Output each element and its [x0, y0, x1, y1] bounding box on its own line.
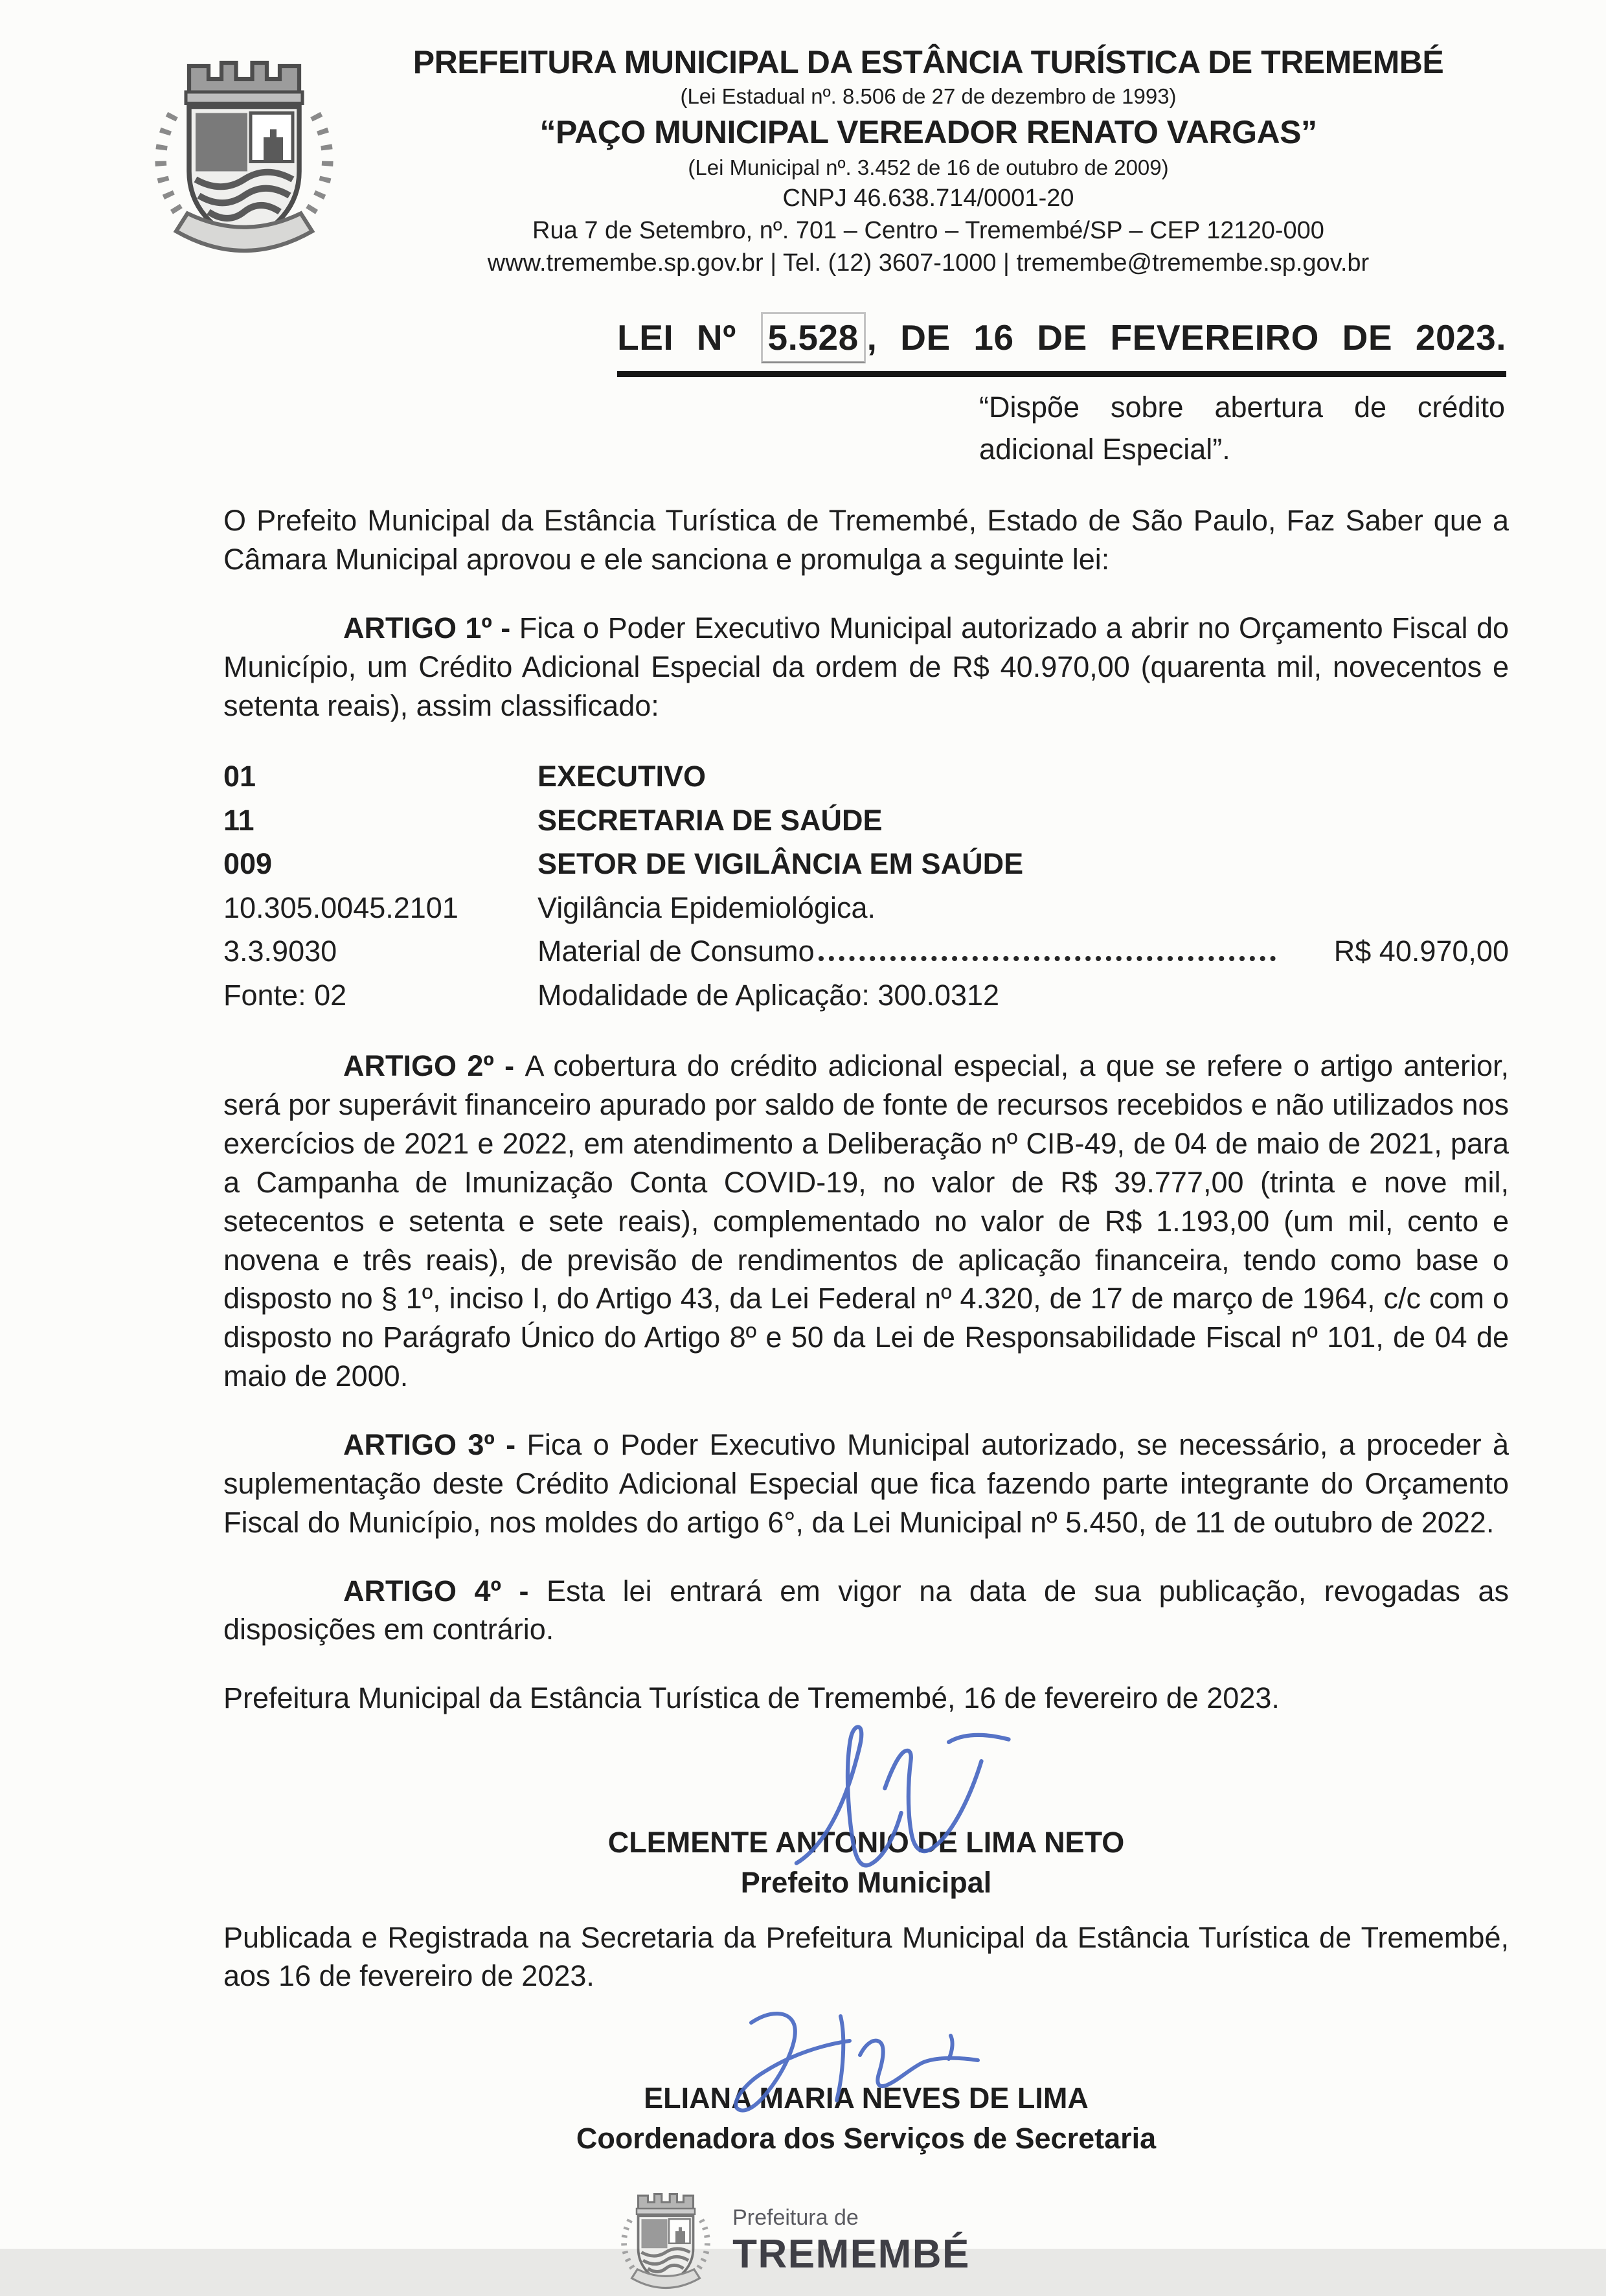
footer-brand-top: Prefeitura de: [732, 2205, 859, 2230]
article-3: [223, 1426, 1509, 1542]
coat-of-arms-icon: [147, 47, 341, 267]
coat-of-arms-icon: [617, 2186, 714, 2296]
signature-coordenadora-ink-icon: [710, 1998, 1008, 2128]
article-2: [223, 1047, 1509, 1396]
article-1-label: ARTIGO 1º -: [343, 611, 519, 644]
budget-classification: [223, 755, 1509, 1017]
budget-code: 11: [223, 803, 254, 837]
contacts-line: www.tremembe.sp.gov.br | Tel. (12) 3607-1000 | tremembe@tremembe.sp.gov.br: [487, 249, 1370, 277]
municipal-law-line: (Lei Municipal nº. 3.452 de 16 de outubro de 2009): [688, 155, 1169, 179]
letterhead: [223, 43, 1509, 280]
article-4-text: Esta lei entrará em vigor na data de sua publicação, revogadas as disposições em contrário.: [223, 1574, 1509, 1646]
budget-row: [223, 886, 1509, 930]
article-4-label: ARTIGO 4º -: [343, 1574, 547, 1608]
publication-note: Publicada e Registrada na Secretaria da Prefeitura Municipal da Estância Turística de Tremembé, aos 16 de fevereiro de 2023.: [223, 1920, 1509, 1993]
signature-block-coordenadora: [223, 1998, 1509, 2159]
prefeito-role: Prefeito Municipal: [740, 1865, 992, 1899]
budget-desc: Vigilância Epidemiológica.: [537, 891, 876, 924]
signature-prefeito-ink-icon: [784, 1718, 1030, 1881]
budget-code: Fonte: 02: [223, 978, 347, 1012]
budget-desc: EXECUTIVO: [537, 760, 707, 793]
budget-code: 10.305.0045.2101: [223, 891, 458, 924]
article-4: [223, 1572, 1509, 1650]
coordenadora-name: ELIANA MARIA NEVES DE LIMA: [644, 2082, 1089, 2115]
law-number: 5.528: [761, 312, 866, 363]
dateline: Prefeitura Municipal da Estância Turística de Tremembé, 16 de fevereiro de 2023.: [223, 1681, 1280, 1715]
footer-brand: [151, 2186, 1436, 2296]
article-2-text: A cobertura do crédito adicional especial, a que se refere o artigo anterior, será por superávit financeiro apurado por saldo de fonte de recursos recebidos e não utilizados nos exercícios de 2021 e 2022, em atendimento a Deliberação nº CIB-49, de 04 de maio de 2021, para a Campanha de Imunização Conta COVID-19, no valor de R$ 39.777,00 (trinta e nove mil, setecentos e setenta e sete reais), complementado no valor de R$ 1.193,00 (um mil, cento e novena e três reais), de previsão de rendimentos de aplicação financeira, tendo como base o disposto no § 1º, inciso I, do Artigo 43, da Lei Federal nº 4.320, de 17 de março de 1964, c/c com o disposto no Parágrafo Único do Artigo 8º e 50 da Lei de Responsabilidade Fiscal nº 101, de 04 de maio de 2000.: [223, 1049, 1509, 1393]
budget-desc: SECRETARIA DE SAÚDE: [537, 803, 883, 837]
organization-name: PREFEITURA MUNICIPAL DA ESTÂNCIA TURÍSTICA DE TREMEMBÉ: [413, 44, 1444, 80]
cnpj-line: CNPJ 46.638.714/0001-20: [782, 185, 1074, 212]
budget-code: 009: [223, 847, 273, 881]
budget-code: 01: [223, 760, 256, 793]
footer-brand-text: [732, 2205, 970, 2277]
prefeito-name: CLEMENTE ANTONIO DE LIMA NETO: [607, 1826, 1125, 1859]
footer-brand-name: TREMEMBÉ: [732, 2231, 970, 2277]
law-title-post: , DE 16 DE FEVEREIRO DE 2023.: [866, 317, 1506, 358]
budget-desc: Modalidade de Aplicação: 300.0312: [537, 978, 1000, 1012]
budget-code: 3.3.9030: [223, 935, 337, 968]
budget-row: [223, 973, 1509, 1017]
signature-block-prefeito: [223, 1718, 1509, 1903]
budget-row: [223, 842, 1509, 886]
article-3-text: Fica o Poder Executivo Municipal autorizado, se necessário, a proceder à suplementação deste Crédito Adicional Especial que fica fazendo parte integrante do Orçamento Fiscal do Município, nos moldes do artigo 6°, da Lei Municipal nº 5.450, de 11 de outubro de 2022.: [223, 1428, 1509, 1539]
coordenadora-role: Coordenadora dos Serviços de Secretaria: [576, 2121, 1157, 2155]
budget-desc: Material de Consumo: [537, 935, 815, 968]
article-1-text: Fica o Poder Executivo Municipal autorizado a abrir no Orçamento Fiscal do Município, um Crédito Adicional Especial da ordem de R$ 40.970,00 (quarenta mil, novecentos e setenta reais), assim classificado:: [223, 611, 1509, 722]
law-title-pre: LEI Nº: [617, 317, 736, 358]
article-1: [223, 609, 1509, 725]
law-summary: “Dispõe sobre abertura de crédito adicional Especial”.: [979, 390, 1505, 466]
dot-leader: [819, 956, 1276, 961]
address-line: Rua 7 de Setembro, nº. 701 – Centro – Tremembé/SP – CEP 12120-000: [532, 217, 1324, 245]
city-hall-name: “PAÇO MUNICIPAL VEREADOR RENATO VARGAS”: [539, 113, 1317, 150]
law-title: [223, 312, 1506, 377]
letterhead-text: [341, 43, 1509, 280]
budget-desc: SETOR DE VIGILÂNCIA EM SAÚDE: [537, 847, 1024, 881]
preamble: O Prefeito Municipal da Estância Turística de Tremembé, Estado de São Paulo, Faz Saber que a Câmara Municipal aprovou e ele sanciona e promulga a seguinte lei:: [223, 504, 1509, 576]
article-2-label: ARTIGO 2º -: [343, 1049, 525, 1083]
budget-amount: R$ 40.970,00: [1333, 935, 1509, 968]
state-law-line: (Lei Estadual nº. 8.506 de 27 de dezembro de 1993): [680, 84, 1177, 108]
budget-row: [223, 929, 1509, 973]
article-3-label: ARTIGO 3º -: [343, 1428, 527, 1462]
budget-row: [223, 799, 1509, 843]
budget-row: [223, 755, 1509, 799]
